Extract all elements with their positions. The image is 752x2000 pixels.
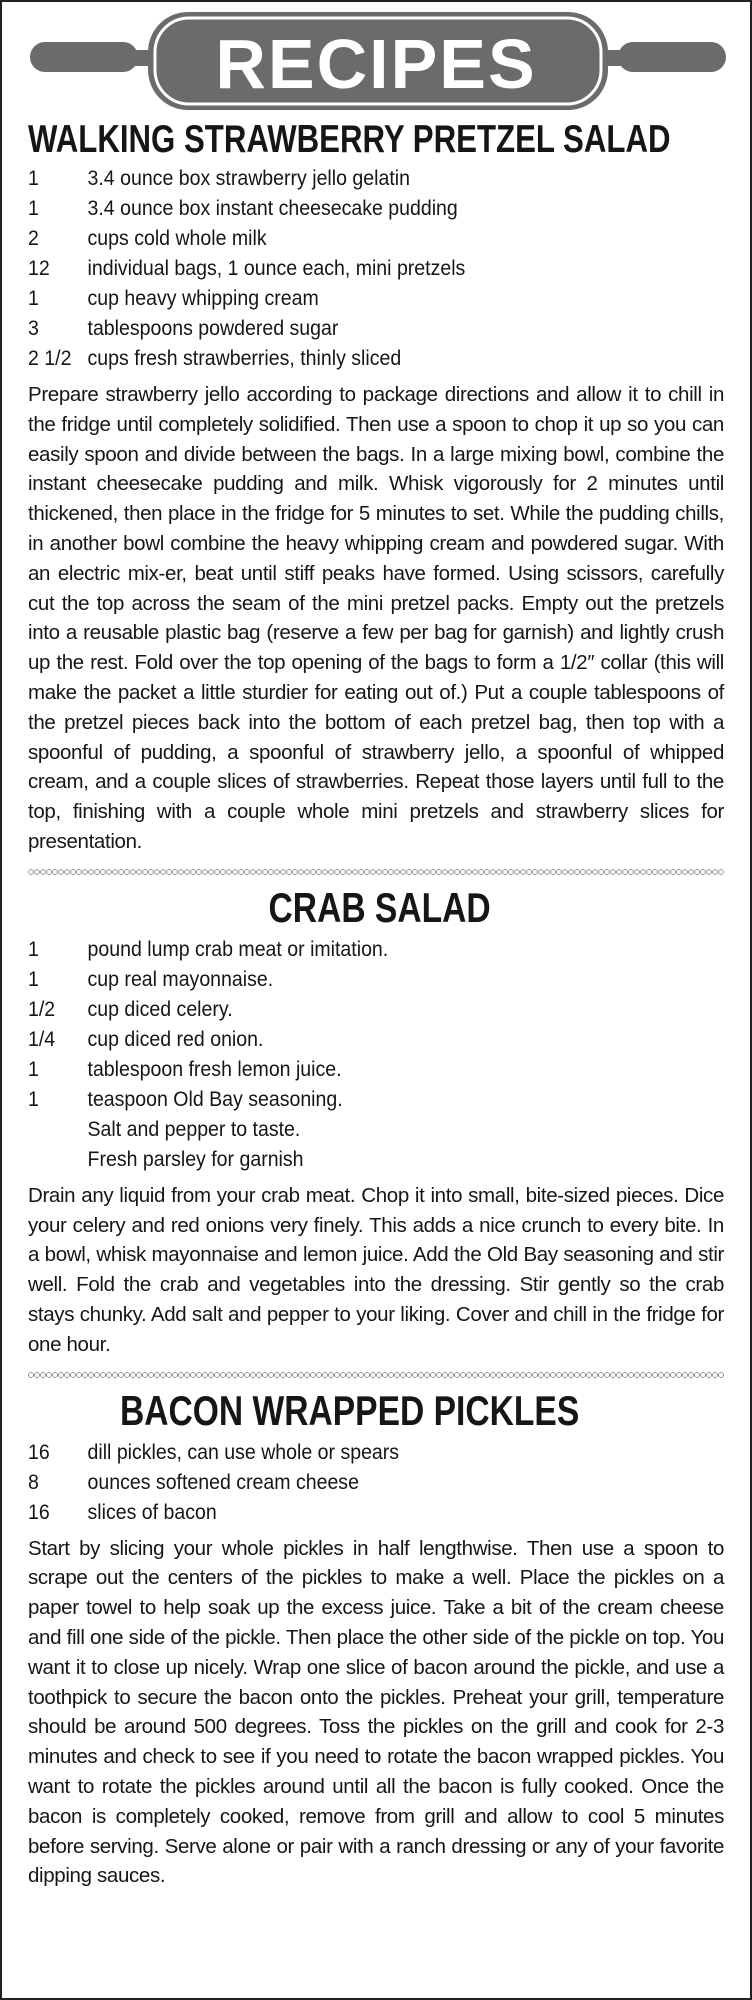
recipe-directions: Prepare strawberry jello according to package directions and allow it to chill in the fridge until completely solidified. Then use a spoon to chop it up so you can easily spoon and divide between the bags. In a large mixing bowl, combine the instant cheesecake pudding and milk. Whisk vigorously for 2 minutes until thickened, then place in the fridge for 5 minutes to set. While the pudding chills, in another bowl combine the heavy whipping cream and powdered sugar. With an electric mix-er, beat until stiff peaks have formed. Using scissors, carefully cut the top across the seam of the mini pretzel packs. Empty out the pretzels into a reusable plastic bag (reserve a few per bag for garnish) and lightly crush up the rest. Fold over the top opening of the bags to form a 1/2″ collar (this will make the packet a little sturdier for eating out of.) Put a couple tablespoons of the pretzel pieces back into the bottom of each pretzel bag, then top with a spoonful of pudding, a spoonful of strawberry jello, a spoonful of whipped cream, and a couple slices of strawberries. Repeat those layers until full to the top, finishing with a couple whole mini pretzels and strawberry slices for presentation. — [28, 383, 724, 853]
section-divider — [28, 867, 724, 877]
recipe-directions: Drain any liquid from your crab meat. Chop it into small, bite-sized pieces. Dice your celery and red onions very finely. This adds a nice crunch to every bite. In a bowl, whisk mayonnaise and lemon juice. Add the Old Bay seasoning and stir well. Fold the crab and vegetables into the dressing. Stir gently so the crab stays chunky. Add salt and pepper to your liking. Cover and chill in the fridge for one hour. — [28, 1183, 724, 1356]
ingredient-list — [28, 935, 724, 1175]
ingredient-item: individual bags, 1 ounce each, mini pretzels — [87, 257, 466, 280]
recipe-title: WALKING STRAWBERRY PRETZEL SALAD — [28, 118, 671, 161]
ingredient-row — [28, 224, 675, 254]
ingredient-item: Salt and pepper to taste. — [87, 1117, 301, 1141]
ingredient-qty — [28, 1115, 88, 1145]
ingredient-row — [28, 1498, 675, 1528]
ingredient-list — [28, 1438, 724, 1528]
ingredient-row — [28, 194, 675, 224]
ingredient-qty: 1 — [28, 167, 39, 190]
ingredient-qty: 1 — [28, 1057, 39, 1081]
recipe-walking-strawberry-pretzel-salad — [28, 118, 724, 857]
recipe-crab-salad — [28, 883, 724, 1360]
ingredient-qty: 12 — [28, 257, 50, 280]
ingredient-qty: 1 — [28, 937, 39, 961]
ingredient-row — [28, 164, 675, 194]
recipe-bacon-wrapped-pickles — [28, 1386, 724, 1892]
ingredient-qty: 1/4 — [28, 1027, 56, 1051]
ingredient-row — [28, 1115, 675, 1145]
ingredient-item: pound lump crab meat or imitation. — [87, 937, 389, 961]
ingredient-item: dill pickles, can use whole or spears — [87, 1440, 400, 1464]
ingredient-item: teaspoon Old Bay seasoning. — [87, 1087, 343, 1111]
ingredient-qty: 1/2 — [28, 997, 56, 1021]
ingredient-qty: 16 — [28, 1440, 50, 1464]
banner-title: RECIPES — [215, 25, 537, 103]
ingredient-qty: 1 — [28, 1087, 39, 1111]
ingredient-item: ounces softened cream cheese — [87, 1470, 359, 1494]
recipe-title: CRAB SALAD — [268, 883, 491, 931]
ingredient-row — [28, 1025, 675, 1055]
ingredient-row — [28, 995, 675, 1025]
ingredient-row — [28, 1468, 675, 1498]
ingredient-qty: 8 — [28, 1470, 39, 1494]
ingredient-qty: 1 — [28, 197, 39, 220]
ingredient-row — [28, 965, 675, 995]
section-divider — [28, 1370, 724, 1380]
ingredient-item: cup heavy whipping cream — [87, 287, 319, 310]
ingredient-list — [28, 164, 724, 374]
ingredient-qty: 2 — [28, 227, 39, 250]
ingredient-item: cup diced celery. — [87, 997, 233, 1021]
ingredient-row — [28, 284, 675, 314]
ingredient-row — [28, 935, 675, 965]
ingredient-row — [28, 1438, 675, 1468]
ingredient-item: 3.4 ounce box strawberry jello gelatin — [87, 167, 410, 190]
ingredient-item: tablespoon fresh lemon juice. — [87, 1057, 342, 1081]
ingredient-row — [28, 254, 675, 284]
ingredient-row — [28, 1055, 675, 1085]
ingredient-qty: 2 1/2 — [28, 347, 72, 370]
ingredient-item: cup real mayonnaise. — [87, 967, 274, 991]
ingredient-row — [28, 344, 675, 374]
ingredient-item: slices of bacon — [87, 1500, 217, 1524]
recipe-title: BACON WRAPPED PICKLES — [120, 1386, 580, 1434]
ingredient-qty: 1 — [28, 967, 39, 991]
ingredient-item: 3.4 ounce box instant cheesecake pudding — [87, 197, 458, 220]
ingredient-row — [28, 1145, 675, 1175]
ingredient-qty — [28, 1145, 88, 1175]
ingredient-item: cups fresh strawberries, thinly sliced — [87, 347, 402, 370]
recipe-directions: Start by slicing your whole pickles in half lengthwise. Then use a spoon to scrape out the centers of the pickles to make a well. Place the pickles on a paper towel to help soak up the excess juice. Take a bit of the cream cheese and fill one side of the pickle. Then place the other side of the pickle on top. You want it to close up nicely. Wrap one slice of bacon around the pickle, and use a toothpick to secure the bacon onto the pickles. Preheat your grill, temperature should be around 500 degrees. Toss the pickles on the grill and cook for 2-3 minutes and check to see if you need to rotate the bacon wrapped pickles. You want to rotate the pickles around until all the bacon is fully cooked. Once the bacon is completely cooked, remove from grill and allow to cool 5 minutes before serving. Serve alone or pair with a ranch dressing or any of your favorite dipping sauces. — [28, 1536, 724, 1888]
ingredient-row — [28, 1085, 675, 1115]
ingredient-item: cup diced red onion. — [87, 1027, 264, 1051]
ingredient-item: cups cold whole milk — [87, 227, 267, 250]
recipes-banner — [28, 2, 724, 128]
ingredient-qty: 16 — [28, 1500, 50, 1524]
ingredient-qty: 1 — [28, 287, 39, 310]
ingredient-qty: 3 — [28, 317, 39, 340]
ingredient-item: Fresh parsley for garnish — [87, 1147, 304, 1171]
ingredient-item: tablespoons powdered sugar — [87, 317, 339, 340]
ingredient-row — [28, 314, 675, 344]
